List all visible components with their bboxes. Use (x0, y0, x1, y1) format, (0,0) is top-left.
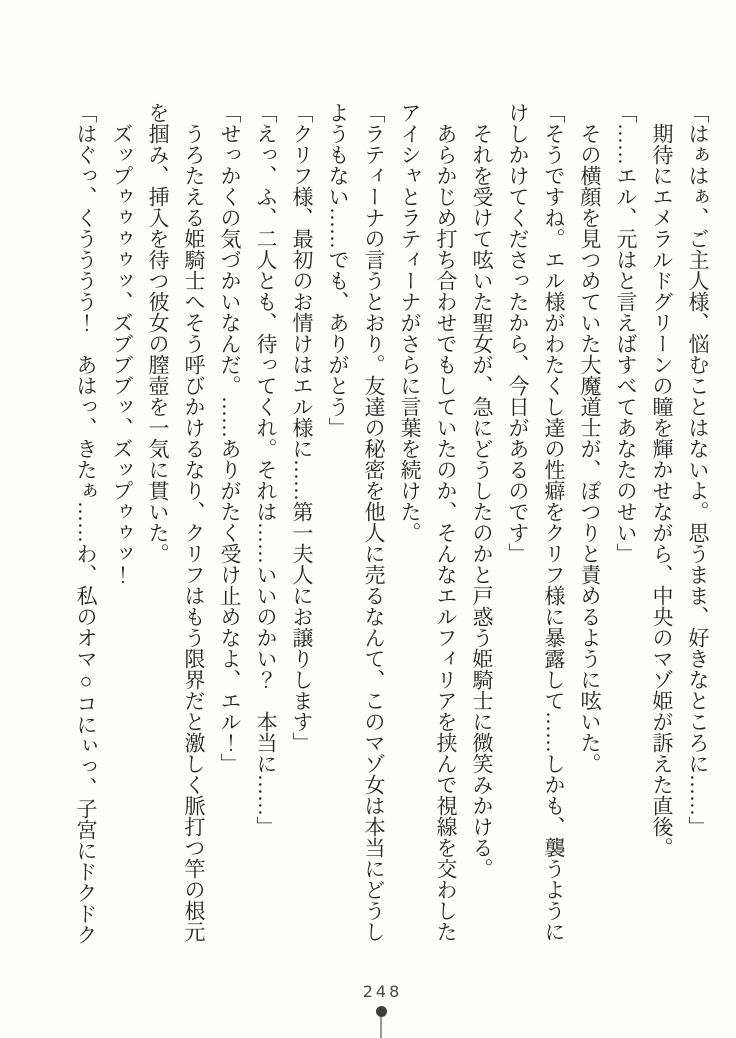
text-line-03: 「……エル、元はと言えばすべてあなたのせい」 (614, 102, 638, 564)
text-line-15: うろたえる姫騎士へそう呼びかけるなり、クリフはもう限界だと激しく脈打つ竿の根元 (182, 123, 206, 942)
text-line-11: ようもない……でも、ありがとう」 (326, 102, 350, 438)
text-line-06: けしかけてくださったから、今日があるのです」 (506, 102, 530, 564)
text-line-14: 「せっかくの気づかいなんだ。……ありがたく受け止めなよ、エル！」 (218, 102, 242, 774)
text-line-02: 期待にエメラルドグリーンの瞳を輝かせながら、中央のマゾ姫が訴えた直後。 (650, 123, 674, 858)
text-line-13: 「えっ、ふ、二人とも、待ってくれ。それは……いいのかい？ 本当に……」 (254, 102, 278, 837)
text-line-10: 「ラティーナの言うとおり。友達の秘密を他人に売るなんて、このマゾ女は本当にどうし (362, 102, 386, 942)
text-line-12: 「クリフ様、最初のお情けはエル様に……第一夫人にお譲りします」 (290, 102, 314, 753)
text-line-07: それを受けて呟いた聖女が、急にどうしたのかと戸惑う姫騎士に微笑みかける。 (470, 123, 494, 879)
text-line-04: その横顔を見つめていた大魔道士が、ぽつりと責めるように呟いた。 (578, 123, 602, 774)
page-footer (26, 982, 736, 1038)
footer-dot-marker (376, 1006, 387, 1017)
text-line-05: 「そうですね。エル様がわたくし達の性癖をクリフ様に暴露して……しかも、襲うように (542, 102, 566, 942)
text-line-18: 「はぐっ、くうううう！ あはっ、きたぁ……わ、私のオマ○コにぃっ、子宮にドクドク (74, 102, 98, 945)
text-line-08: あらかじめ打ち合わせでもしていたのか、そんなエルフィリアを挟んで視線を交わした (434, 123, 458, 942)
vertical-text-area (68, 102, 716, 950)
text-line-09: アイシャとラティーナがさらに言葉を続けた。 (398, 102, 422, 543)
text-line-16: を掴み、挿入を待つ彼女の膣壺を一気に貫いた。 (146, 102, 170, 564)
page-number: 248 (362, 982, 403, 1001)
text-line-17: ズップゥゥゥゥッ、ズブブブッ、ズップゥゥッ！ (110, 123, 134, 585)
footer-line-marker (380, 1017, 382, 1038)
text-line-01: 「はぁはぁ、ご主人様、悩むことはないよ。思うまま、好きなところに……」 (686, 102, 710, 837)
